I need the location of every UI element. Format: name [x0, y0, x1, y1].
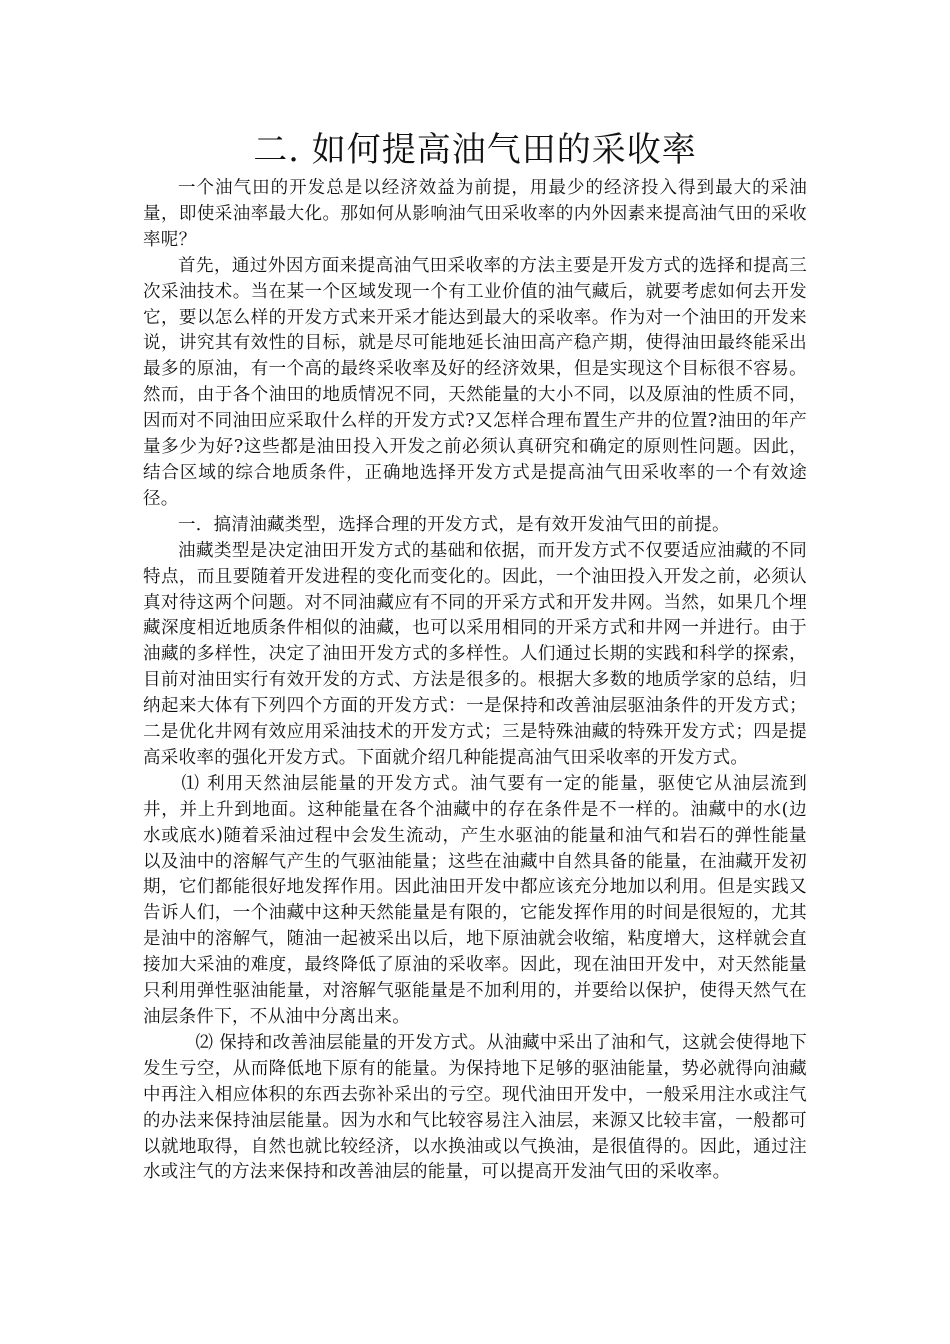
paragraph-external-factors: 首先，通过外因方面来提高油气田采收率的方法主要是开发方式的选择和提高三次采油技术。当在某一个区域发现一个有工业价值的油气藏后，就要考虑如何去开发它，要以怎么样的开发方式来开采才能达到最大的采收率。作为对一个油田的开发来说，讲究其有效性的目标，就是尽可能地延长油田高产稳产期，使得油田最终能采出最多的原油，有一个高的最终采收率及好的经济效果，但是实现这个目标很不容易。然而，由于各个油田的地质情况不同，天然能量的大小不同，以及原油的性质不同，因而对不同油田应采取什么样的开发方式?又怎样合理布置生产井的位置?油田的年产量多少为好?这些都是油田投入开发之前必须认真研究和确定的原则性问题。因此，结合区域的综合地质条件，正确地选择开发方式是提高油气田采收率的一个有效途径。: [143, 255, 807, 509]
paragraph-reservoir-type: 油藏类型是决定油田开发方式的基础和依据，而开发方式不仅要适应油藏的不同特点，而且要随着开发进程的变化而变化的。因此，一个油田投入开发之前，必须认真对待这两个问题。对不同油藏应有不同的开采方式和开发井网。当然，如果几个埋藏深度相近地质条件相似的油藏，也可以采用相同的开采方式和井网一并进行。由于油藏的多样性，决定了油田开发方式的多样性。人们通过长期的实践和科学的探索，目前对油田实行有效开发的方式、方法是很多的。根据大多数的地质学家的总结，归纳起来大体有下列四个方面的开发方式：一是保持和改善油层驱油条件的开发方式；二是优化井网有效应用采油技术的开发方式；三是特殊油藏的特殊开发方式；四是提高采收率的强化开发方式。下面就介绍几种能提高油气田采收率的开发方式。: [143, 540, 807, 768]
document-body: [143, 176, 807, 1186]
paragraph-maintain-energy: ⑵ 保持和改善油层能量的开发方式。从油藏中采出了油和气，这就会使得地下发生亏空，从而降低地下原有的能量。为保持地下足够的驱油能量，势必就得向油藏中再注入相应体积的东西去弥补采出的亏空。现代油田开发中，一般采用注水或注气的办法来保持油层能量。因为水和气比较容易注入油层，来源又比较丰富，一般都可以就地取得，自然也就比较经济，以水换油或以气换油，是很值得的。因此，通过注水或注气的方法来保持和改善油层的能量，可以提高开发油气田的采收率。: [143, 1032, 807, 1183]
page-title: 二. 如何提高油气田的采收率: [253, 130, 697, 170]
paragraph-natural-energy: ⑴ 利用天然油层能量的开发方式。油气要有一定的能量，驱使它从油层流到井，并上升到地面。这种能量在各个油藏中的存在条件是不一样的。油藏中的水(边水或底水)随着采油过程中会发生流动，产生水驱油的能量和油气和岩石的弹性能量以及油中的溶解气产生的气驱油能量；这些在油藏中自然具备的能量，在油藏开发初期，它们都能很好地发挥作用。因此油田开发中都应该充分地加以利用。但是实践又告诉人们，一个油藏中这种天然能量是有限的，它能发挥作用的时间是很短的，尤其是油中的溶解气，随油一起被采出以后，地下原油就会收缩，粘度增大，这样就会直接加大采油的难度，最终降低了原油的采收率。因此，现在油田开发中，对天然能量只利用弹性驱油能量，对溶解气驱能量是不加利用的，并要给以保护，使得天然气在油层条件下，不从油中分离出来。: [143, 773, 807, 1027]
section-heading-reservoir-type: 一．搞清油藏类型，选择合理的开发方式，是有效开发油气田的前提。: [178, 514, 730, 535]
paragraph-intro: 一个油气田的开发总是以经济效益为前提，用最少的经济投入得到最大的采油量，即使采油率最大化。那如何从影响油气田采收率的内外因素来提高油气田的采收率呢？: [143, 178, 807, 250]
